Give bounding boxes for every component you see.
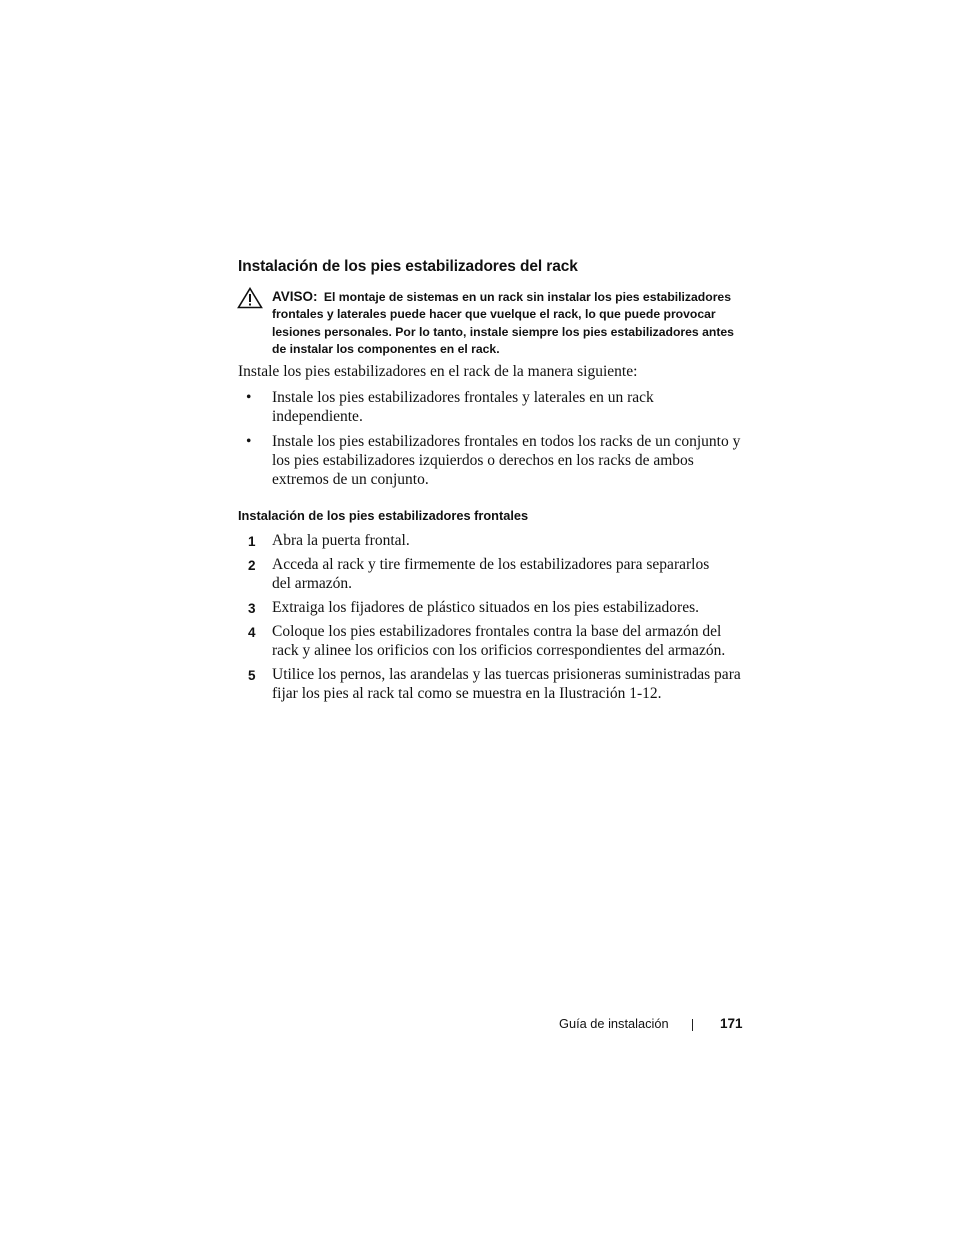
warning-text: El montaje de sistemas en un rack sin instalar los pies estabilizadores	[323, 290, 731, 304]
page-number: 171	[720, 1016, 743, 1031]
step-item	[238, 598, 758, 617]
subsection-heading: Instalación de los pies estabilizadores frontales	[238, 508, 529, 523]
warning-label: AVISO:	[272, 289, 318, 304]
step-text: Extraiga los fijadores de plástico situados en los pies estabilizadores.	[272, 599, 699, 616]
step-number: 5	[248, 668, 256, 683]
intro-paragraph: Instale los pies estabilizadores en el rack de la manera siguiente:	[238, 363, 638, 380]
step-text: Abra la puerta frontal.	[272, 532, 410, 549]
step-number: 2	[248, 558, 256, 573]
step-item	[238, 531, 758, 550]
bullet-list	[238, 388, 758, 495]
warning-text: lesiones personales. Por lo tanto, instale siempre los pies estabilizadores antes	[272, 324, 734, 339]
step-text: rack y alinee los orificios con los orificios correspondientes del armazón.	[272, 642, 726, 659]
list-item-text: extremos de un conjunto.	[272, 471, 429, 488]
step-item	[238, 555, 758, 593]
step-number: 4	[248, 625, 256, 640]
list-item-text: Instale los pies estabilizadores frontales en todos los racks de un conjunto y	[272, 433, 741, 450]
list-item-text: independiente.	[272, 408, 363, 425]
step-text: Acceda al rack y tire firmemente de los estabilizadores para separarlos	[272, 556, 710, 573]
list-item	[238, 388, 758, 426]
step-text: fijar los pies al rack tal como se muestra en la Ilustración 1-12.	[272, 685, 662, 702]
step-text: del armazón.	[272, 575, 353, 592]
bullet-symbol: •	[246, 389, 252, 406]
step-number: 1	[248, 534, 256, 549]
step-text: Utilice los pernos, las arandelas y las tuercas prisioneras suministradas para	[272, 666, 741, 683]
step-item	[238, 622, 758, 660]
bullet-symbol: •	[246, 433, 252, 450]
step-item	[238, 665, 758, 703]
list-item	[238, 432, 758, 489]
numbered-steps	[238, 531, 758, 708]
footer-document-title: Guía de instalación	[559, 1016, 669, 1031]
step-number: 3	[248, 601, 256, 616]
warning-line-1	[272, 288, 742, 306]
warning-text: de instalar los componentes en el rack.	[272, 341, 500, 356]
footer-separator	[692, 1019, 693, 1031]
list-item-text: Instale los pies estabilizadores frontales y laterales en un rack	[272, 389, 654, 406]
warning-triangle-icon	[237, 287, 263, 309]
section-heading: Instalación de los pies estabilizadores del rack	[238, 258, 578, 275]
warning-text: frontales y laterales puede hacer que vuelque el rack, lo que puede provocar	[272, 307, 716, 322]
list-item-text: los pies estabilizadores izquierdos o derechos en los racks de ambos	[272, 452, 694, 469]
step-text: Coloque los pies estabilizadores frontales contra la base del armazón del	[272, 623, 722, 640]
warning-notice	[272, 288, 742, 358]
